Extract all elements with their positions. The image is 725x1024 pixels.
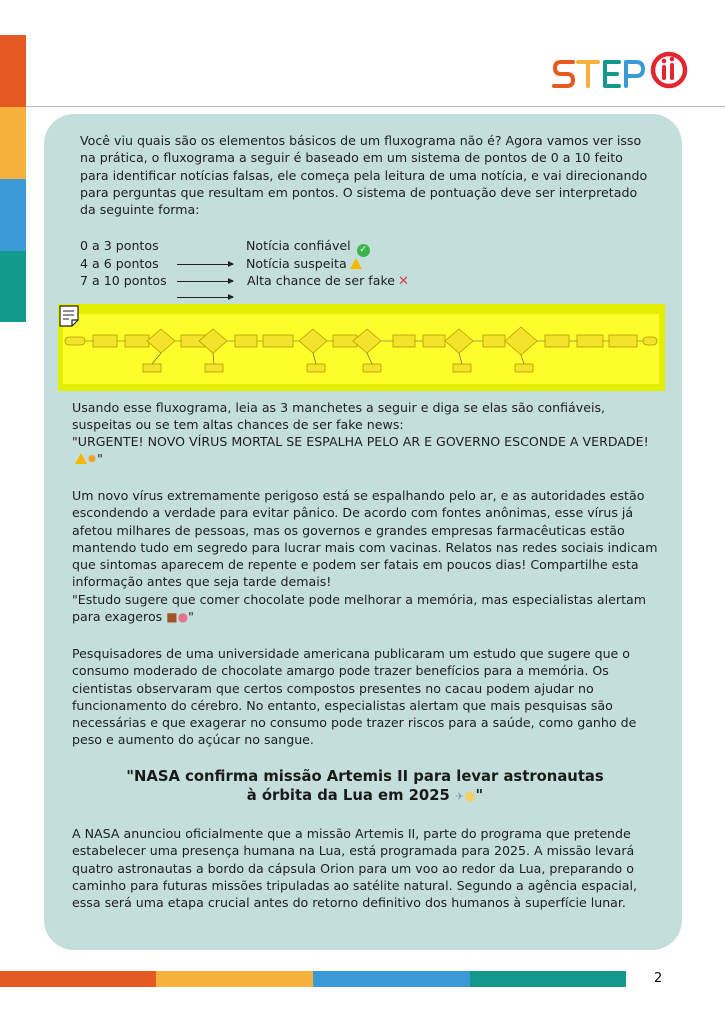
- intro-paragraph: Você viu quais são os elementos básicos de um fluxograma não é? Agora vamos ver isso na prática, o fluxograma a seguir é baseado em um sistema de pontos de 0 a 10 feito para identificar notícias falsas, ele começa pela leitura de uma notícia, e vai direcionando para perguntas que resultam em pontos. O sistema de pontuação deve ser interpretado da seguinte forma:: [80, 133, 648, 218]
- score-range-1: 0 a 3 pontos: [80, 238, 159, 253]
- score-range-3: 7 a 10 pontos: [80, 273, 167, 288]
- left-stripe-yellow: [0, 107, 26, 179]
- instructions-paragraph: Usando esse fluxograma, leia as 3 manchetes a seguir e diga se elas são confiáveis, suspeitas ou se tem altas chances de ser fake news:: [72, 400, 606, 433]
- footer-bar-orange: [0, 971, 156, 987]
- score-result-2: Notícia suspeita: [246, 255, 362, 272]
- footer-bar-yellow: [156, 971, 313, 987]
- left-stripe-orange: [0, 35, 26, 107]
- score-result-3: Alta chance de ser fake ✕: [247, 273, 409, 289]
- chocolate-icon: ■: [166, 610, 178, 625]
- page-number: 2: [654, 971, 663, 986]
- cross-icon: ✕: [398, 274, 409, 289]
- warning-icon: [350, 258, 362, 269]
- article-1: Um novo vírus extremamente perigoso está se espalhando pelo ar, e as autoridades estão escondendo a verdade para evitar pânico. De acordo com fontes anônimas, esse vírus já afetou milhares de pessoas, mas os governos e grandes empresas farmacêuticas estão mantendo tudo em segredo para lucrar mais com vacinas. Relatos nas redes sociais indicam que sintomas aparecem de repente e podem ser fatais em poucos dias! Compartilhe esta informação antes que seja tarde demais!: [72, 488, 658, 590]
- footer-bar-blue: [313, 971, 470, 987]
- footer-bar-teal: [470, 971, 626, 987]
- flowchart-image: [58, 304, 665, 391]
- check-icon: ✓: [357, 244, 370, 257]
- left-stripe-blue: [0, 179, 26, 251]
- article-2: Pesquisadores de uma universidade americana publicaram um estudo que sugere que o consumo moderado de chocolate amargo pode trazer benefícios para a memória. Os cientistas observaram que certos compostos presentes no cacau podem ajudar no funcionamento do cérebro. No entanto, especialistas alertam que mais pesquisas são necessárias e que exagerar no consumo pode trazer riscos para a saúde, como ganho de peso e aumento do açúcar no sangue.: [72, 646, 637, 748]
- note-icon: [58, 304, 80, 328]
- arrow-icon: [177, 297, 233, 298]
- headline-1: "URGENTE! NOVO VÍRUS MORTAL SE ESPALHA PELO AR E GOVERNO ESCONDE A VERDADE! ✹": [72, 433, 662, 469]
- rocket-icon: ✈: [454, 790, 465, 803]
- left-stripe-teal: [0, 251, 26, 322]
- score-range-2: 4 a 6 pontos: [80, 256, 159, 271]
- warning-icon: [75, 453, 87, 464]
- headline-3: "NASA confirma missão Artemis II para levar astronautas à órbita da Lua em 2025 ✈●": [126, 768, 604, 804]
- step-logo: [551, 48, 691, 96]
- moon-icon: ●: [464, 789, 476, 804]
- virus-icon: ✹: [87, 452, 98, 467]
- arrow-icon: [177, 281, 233, 282]
- brain-icon: ●: [177, 610, 189, 625]
- score-result-1: Notícia confiável ✓: [246, 237, 370, 257]
- arrow-icon: [177, 264, 233, 265]
- header-divider: [26, 106, 725, 107]
- flowchart-diagram: [63, 314, 659, 384]
- headline-2: "Estudo sugere que comer chocolate pode melhorar a memória, mas especialistas alertam para exageros ■●": [72, 591, 662, 627]
- article-3: A NASA anunciou oficialmente que a missão Artemis II, parte do programa que pretende estabelecer uma presença humana na Lua, está programada para 2025. A missão levará quatro astronautas a bordo da cápsula Orion para um voo ao redor da Lua, preparando o caminho para futuras missões tripuladas ao satélite natural. Segundo a agência espacial, essa será uma etapa crucial antes do retorno definitivo dos humanos à superfície lunar.: [72, 826, 637, 911]
